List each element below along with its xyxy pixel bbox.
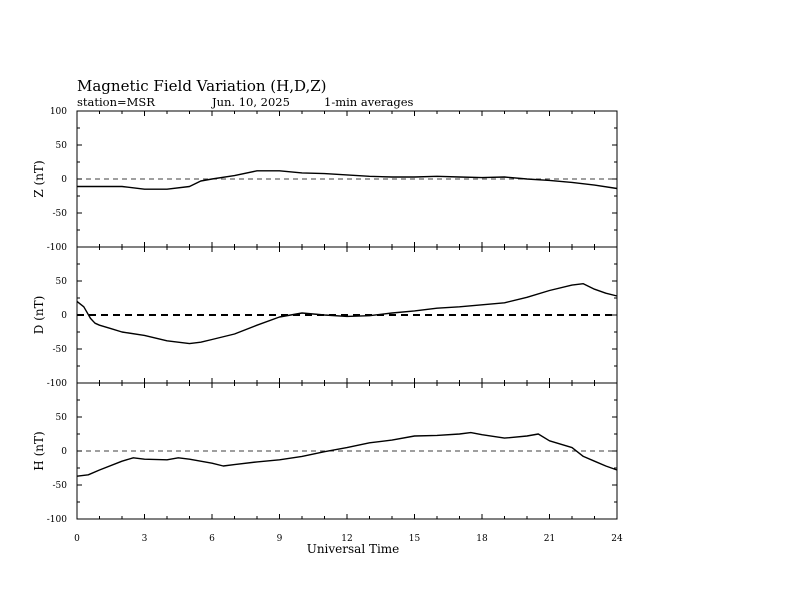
y-axis-label-z: Z (nT)	[32, 160, 46, 198]
series-line-h	[77, 433, 617, 477]
y-tick-label-h: 50	[55, 413, 67, 423]
y-tick-label-d: 50	[55, 277, 67, 287]
series-line-z	[77, 171, 617, 189]
chart-title: Magnetic Field Variation (H,D,Z)	[77, 77, 327, 95]
x-tick-label: 15	[408, 534, 421, 544]
x-tick-label: 12	[341, 534, 353, 544]
panel-z	[32, 107, 617, 253]
y-tick-label-z: 50	[55, 141, 67, 151]
x-tick-label: 21	[543, 534, 556, 544]
y-tick-label-z: 0	[61, 175, 67, 185]
y-tick-label-h: -50	[52, 481, 67, 491]
y-tick-label-z: 100	[49, 107, 67, 117]
panels-group	[32, 107, 623, 544]
date-label: Jun. 10, 2025	[212, 95, 290, 109]
y-tick-label-h: -100	[46, 515, 67, 525]
x-tick-label: 18	[476, 534, 488, 544]
y-tick-label-z: -100	[46, 243, 67, 253]
x-tick-label: 3	[141, 534, 148, 544]
y-tick-label-d: -50	[52, 345, 67, 355]
x-tick-label: 9	[276, 534, 283, 544]
y-tick-label-h: 0	[61, 447, 67, 457]
station-label: station=MSR	[77, 95, 155, 109]
y-axis-label-d: D (nT)	[32, 295, 46, 335]
panel-h	[32, 383, 617, 525]
y-tick-label-z: -50	[52, 209, 67, 219]
series-line-d	[77, 284, 617, 344]
x-tick-label: 24	[611, 534, 623, 544]
y-tick-label-d: 0	[61, 311, 67, 321]
x-axis-label: Universal Time	[306, 542, 400, 556]
x-tick-label: 0	[74, 534, 80, 544]
y-tick-label-d: -100	[46, 379, 67, 389]
y-axis-label-h: H (nT)	[32, 431, 46, 471]
x-tick-label: 6	[209, 534, 215, 544]
averaging-label: 1-min averages	[324, 95, 414, 109]
panel-d	[32, 247, 617, 389]
